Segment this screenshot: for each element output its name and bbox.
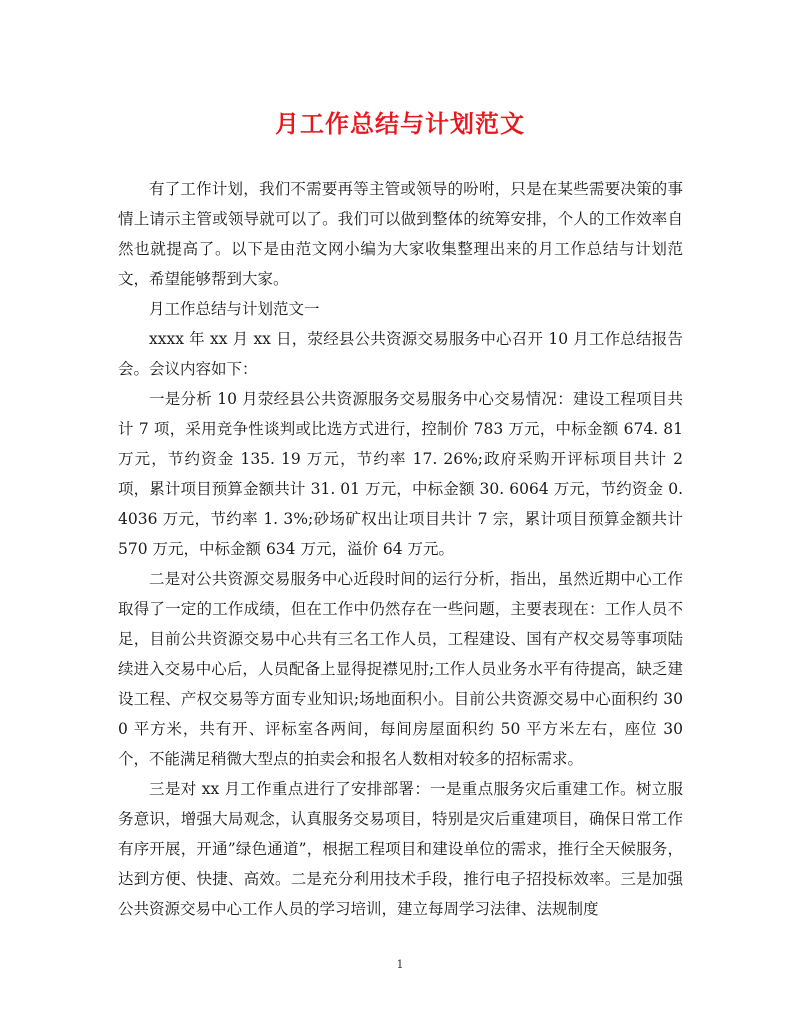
paragraph-point-one: 一是分析 10 月荥经县公共资源服务交易服务中心交易情况：建设工程项目共计 7 项，采用竞争性谈判或比选方式进行，控制价 783 万元，中标金额 674. 81 万元，节约资金 135. 19 万元，节约率 17. 26%;政府采购开评标项目共计 2 项，累计项目预算金额共计 31. 01 万元，中标金额 30. 6064 万元，节约资金 0. 4036 万元，节约率 1. 3%;砂场矿权出让项目共计 7 宗，累计项目预算金额共计 570 万元，中标金额 634 万元，溢价 64 万元。 [118, 390, 683, 558]
paragraph-section-heading: 月工作总结与计划范文一 [149, 300, 320, 318]
page-number: 1 [396, 958, 404, 971]
paragraph-point-three: 三是对 xx 月工作重点进行了安排部署：一是重点服务灾后重建工作。树立服务意识，增强大局观念，认真服务交易项目，特别是灾后重建项目，确保日常工作有序开展，开通”绿色通道”，根据工程项目和建设单位的需求，推行全天候服务，达到方便、快捷、高效。二是充分利用技术手段，推行电子招投标效率。三是加强公共资源交易中心工作人员的学习培训，建立每周学习法律、法规制度 [118, 780, 683, 918]
paragraph-point-two: 二是对公共资源交易服务中心近段时间的运行分析，指出，虽然近期中心工作取得了一定的工作成绩，但在工作中仍然存在一些问题，主要表现在：工作人员不足，目前公共资源交易中心共有三名工作人员，工程建设、国有产权交易等事项陆续进入交易中心后，人员配备上显得捉襟见肘;工作人员业务水平有待提高，缺乏建设工程、产权交易等方面专业知识;场地面积小。目前公共资源交易中心面积约 300 平方米，共有开、评标室各两间，每间房屋面积约 50 平方米左右，座位 30 个，不能满足稍微大型点的拍卖会和报名人数相对较多的招标需求。 [118, 570, 683, 768]
paragraph-intro: 有了工作计划，我们不需要再等主管或领导的吩咐，只是在某些需要决策的事情上请示主管或领导就可以了。我们可以做到整体的统筹安排，个人的工作效率自然也就提高了。以下是由范文网小编为大家收集整理出来的月工作总结与计划范文，希望能够帮到大家。 [118, 180, 683, 288]
document-body [118, 174, 683, 924]
paragraph-meeting-date: xxxx 年 xx 月 xx 日，荥经县公共资源交易服务中心召开 10 月工作总结报告会。会议内容如下： [118, 330, 683, 378]
document-title: 月工作总结与计划范文 [275, 109, 525, 138]
